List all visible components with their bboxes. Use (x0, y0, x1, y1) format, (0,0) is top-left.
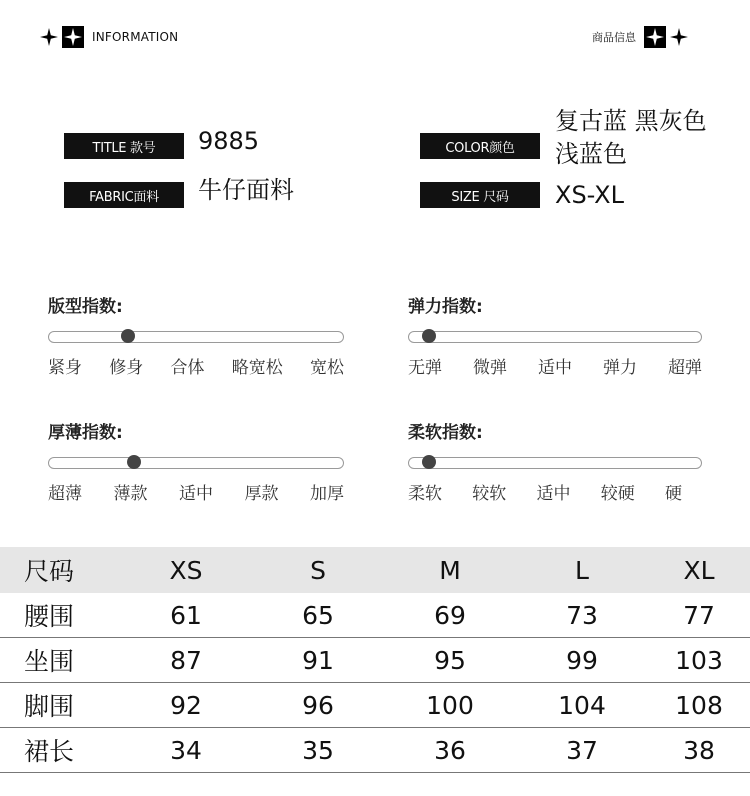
index-track (408, 331, 702, 343)
table-cell: 35 (302, 735, 334, 765)
table-cell: 裙长 (24, 737, 75, 766)
table-header-cell: M (439, 555, 461, 585)
table-cell: 脚围 (24, 692, 75, 721)
table-cell: 36 (434, 735, 466, 765)
index-title: 厚薄指数: (48, 423, 123, 443)
sparkle-icon (670, 28, 688, 46)
index-option: 弹力 (603, 358, 637, 378)
index-option: 微弹 (473, 358, 507, 378)
table-header-cell: L (575, 555, 589, 585)
table-cell: 92 (170, 690, 202, 720)
table-cell: 91 (302, 645, 334, 675)
index-option: 略宽松 (231, 358, 283, 378)
index-option: 柔软 (408, 484, 442, 504)
header-left (40, 26, 178, 48)
color-value-line1: 复古蓝 黑灰色 (555, 107, 707, 135)
header-left-text: INFORMATION (92, 30, 179, 44)
index-option: 较硬 (600, 484, 635, 504)
table-cell: 87 (170, 645, 202, 675)
index-softness (408, 418, 702, 504)
index-title: 弹力指数: (408, 297, 483, 317)
color-tag: COLOR颜色 (420, 133, 540, 159)
index-option: 适中 (538, 358, 572, 378)
index-track (48, 331, 344, 343)
index-title: 柔软指数: (408, 423, 483, 443)
index-option: 紧身 (48, 358, 82, 378)
index-option: 较软 (472, 484, 507, 504)
index-knob (121, 329, 135, 343)
sparkle-icon (40, 28, 58, 46)
table-cell: 坐围 (24, 647, 75, 676)
fabric-value: 牛仔面料 (198, 176, 294, 204)
table-cell: 104 (558, 690, 606, 720)
index-option: 合体 (170, 358, 205, 378)
index-option: 修身 (109, 358, 144, 378)
table-cell: 34 (170, 735, 202, 765)
index-option: 宽松 (310, 358, 344, 378)
table-row (0, 728, 750, 773)
size-tag: SIZE 尺码 (420, 182, 540, 208)
size-value: XS-XL (555, 181, 624, 209)
table-cell: 腰围 (24, 602, 75, 631)
table-header-cell: XS (169, 555, 203, 585)
color-value-line2: 浅蓝色 (555, 140, 627, 168)
index-track (48, 457, 344, 469)
title-value: 9885 (198, 127, 260, 155)
table-row (0, 593, 750, 638)
index-option: 硬 (665, 484, 682, 504)
index-track (408, 457, 702, 469)
header-right (592, 26, 688, 48)
table-cell: 38 (683, 735, 715, 765)
index-knob (422, 329, 436, 343)
title-tag: TITLE 款号 (64, 133, 184, 159)
index-thickness (48, 418, 344, 504)
table-cell: 95 (434, 645, 466, 675)
table-cell: 100 (426, 690, 474, 720)
index-option: 加厚 (310, 484, 344, 504)
index-option: 适中 (536, 484, 571, 504)
index-title: 版型指数: (48, 297, 123, 317)
table-header-row (0, 547, 750, 593)
table-cell: 73 (566, 600, 598, 630)
index-elasticity (408, 292, 702, 378)
index-option: 厚款 (244, 484, 279, 504)
index-fit (48, 292, 344, 378)
index-option: 适中 (179, 484, 213, 504)
table-cell: 65 (302, 600, 334, 630)
table-cell: 77 (683, 600, 715, 630)
sparkle-box-icon (62, 26, 84, 48)
table-row (0, 683, 750, 728)
size-table (0, 547, 750, 773)
fabric-tag: FABRIC面料 (64, 182, 184, 208)
index-option: 超薄 (48, 484, 82, 504)
table-cell: 37 (566, 735, 598, 765)
table-cell: 96 (302, 690, 334, 720)
table-cell: 103 (675, 645, 723, 675)
table-cell: 61 (170, 600, 202, 630)
table-header-cell: XL (683, 555, 715, 585)
header-right-text: 商品信息 (592, 31, 636, 44)
table-header-cell: S (310, 555, 326, 585)
sparkle-box-icon (644, 26, 666, 48)
table-cell: 99 (566, 645, 598, 675)
table-cell: 108 (675, 690, 723, 720)
table-header-cell: 尺码 (24, 557, 75, 586)
index-option: 无弹 (408, 358, 442, 378)
index-option: 薄款 (113, 484, 148, 504)
table-cell: 69 (434, 600, 466, 630)
index-knob (422, 455, 436, 469)
index-knob (127, 455, 141, 469)
index-option: 超弹 (668, 358, 702, 378)
table-row (0, 638, 750, 683)
